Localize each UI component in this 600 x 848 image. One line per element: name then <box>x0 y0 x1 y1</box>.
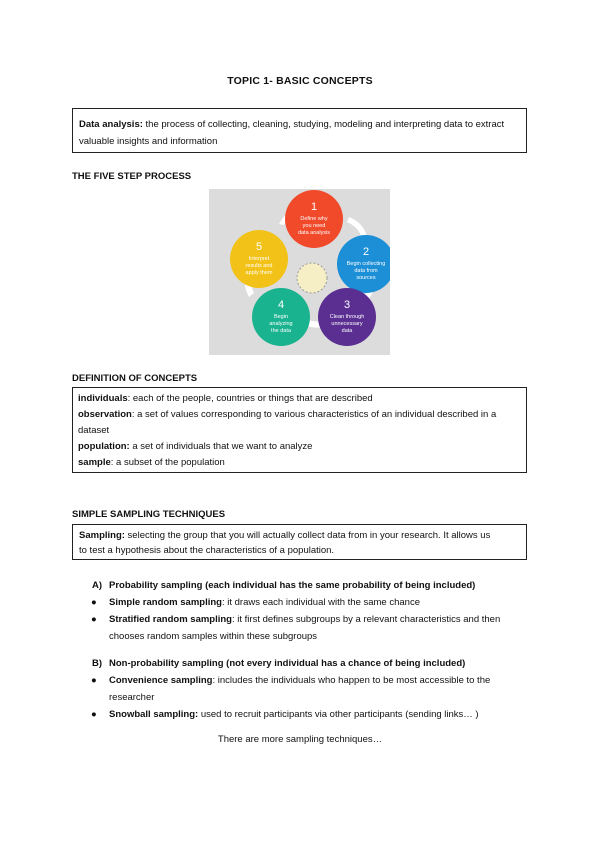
step-text: Interpret <box>248 256 270 262</box>
step-4 <box>252 288 310 346</box>
step-text: Begin collecting <box>346 261 386 267</box>
sample-definition <box>78 455 521 471</box>
non-probability-section <box>92 656 532 723</box>
step-text: the data <box>271 328 291 334</box>
bullet-icon: ● <box>91 614 97 625</box>
concepts-heading: DEFINITION OF CONCEPTS <box>72 373 198 384</box>
simple-random-def: : it draws each individual with the same chance <box>221 597 420 608</box>
list-item <box>92 672 532 706</box>
probability-title <box>92 578 532 594</box>
individuals-term: individuals <box>78 393 128 404</box>
step-text: data from <box>354 268 378 274</box>
sampling-box <box>72 524 527 560</box>
five-step-heading: THE FIVE STEP PROCESS <box>72 171 192 182</box>
step-number: 3 <box>343 299 351 311</box>
step-number: 4 <box>277 299 285 311</box>
step-text: Define why <box>300 216 328 222</box>
sample-term: sample <box>78 457 111 468</box>
step-5 <box>230 230 288 288</box>
data-analysis-box <box>72 108 527 153</box>
observation-definition <box>78 407 521 423</box>
snowball-term: Snowball sampling: <box>109 709 199 720</box>
non-probability-label: B) <box>92 658 103 669</box>
bullet-icon: ● <box>91 675 97 686</box>
concepts-box <box>72 387 527 473</box>
sampling-def: selecting the group that you will actually collect data from in your research. It allows us <box>124 530 491 541</box>
data-analysis-term: Data analysis: <box>79 119 143 130</box>
observation-term: observation <box>78 409 132 420</box>
convenience-def-cont: researcher <box>109 692 155 703</box>
step-text: results and <box>245 263 273 269</box>
stratified-def: : it first defines subgroups by a relevant characteristics and then <box>232 614 501 625</box>
observation-def: : a set of values corresponding to various characteristics of an individual described in a <box>131 409 497 420</box>
list-item <box>92 594 532 611</box>
convenience-def: : includes the individuals who happen to be most accessible to the <box>212 675 491 686</box>
observation-definition-cont: dataset <box>78 425 110 436</box>
step-number: 5 <box>255 241 263 253</box>
sampling-term: Sampling: <box>79 530 125 541</box>
probability-section <box>92 578 532 645</box>
page-title: TOPIC 1- BASIC CONCEPTS <box>227 75 373 87</box>
step-3 <box>318 288 376 346</box>
probability-label: A) <box>92 580 103 591</box>
list-item <box>92 611 532 645</box>
sample-def: : a subset of the population <box>110 457 225 468</box>
five-step-cycle-graphic <box>209 189 390 355</box>
step-2 <box>337 235 390 293</box>
step-text: unnecessary <box>331 321 363 327</box>
five-step-diagram <box>209 189 390 355</box>
simple-random-term: Simple random sampling <box>109 597 222 608</box>
individuals-def: : each of the people, countries or things that are described <box>127 393 373 404</box>
center-circle <box>297 263 327 293</box>
convenience-term: Convenience sampling <box>109 675 213 686</box>
step-text: apply them <box>245 270 273 276</box>
data-analysis-definition: the process of collecting, cleaning, studying, modeling and interpreting data to extract valuable insights and information <box>79 119 505 147</box>
step-number: 1 <box>310 201 318 213</box>
step-text: sources <box>356 275 376 281</box>
step-1 <box>285 190 343 248</box>
step-number: 2 <box>362 246 370 258</box>
population-def: a set of individuals that we want to analyze <box>129 441 313 452</box>
probability-title-text: Probability sampling (each individual has the same probability of being included) <box>109 580 476 591</box>
step-text: analyzing <box>269 321 293 327</box>
step-text: data <box>341 328 353 334</box>
step-text: Clean through <box>329 314 365 320</box>
snowball-def: used to recruit participants via other participants (sending links… ) <box>198 709 479 720</box>
non-probability-title <box>92 656 532 672</box>
individuals-definition <box>78 391 521 407</box>
step-text: you need <box>302 223 326 229</box>
population-definition <box>78 439 521 455</box>
non-probability-title-text: Non-probability sampling (not every individual has a chance of being included) <box>109 658 466 669</box>
sampling-def-cont: to test a hypothesis about the characteristics of a population. <box>79 545 335 556</box>
stratified-def-cont: chooses random samples within these subgroups <box>109 631 318 642</box>
bullet-icon: ● <box>91 709 97 720</box>
population-term: population: <box>78 441 130 452</box>
step-text: data analysis <box>297 230 331 236</box>
more-techniques-note: There are more sampling techniques… <box>217 734 383 745</box>
stratified-term: Stratified random sampling <box>109 614 232 625</box>
list-item <box>92 706 532 723</box>
step-text: Begin <box>273 314 289 320</box>
sampling-heading: SIMPLE SAMPLING TECHNIQUES <box>72 509 226 520</box>
bullet-icon: ● <box>91 597 97 608</box>
